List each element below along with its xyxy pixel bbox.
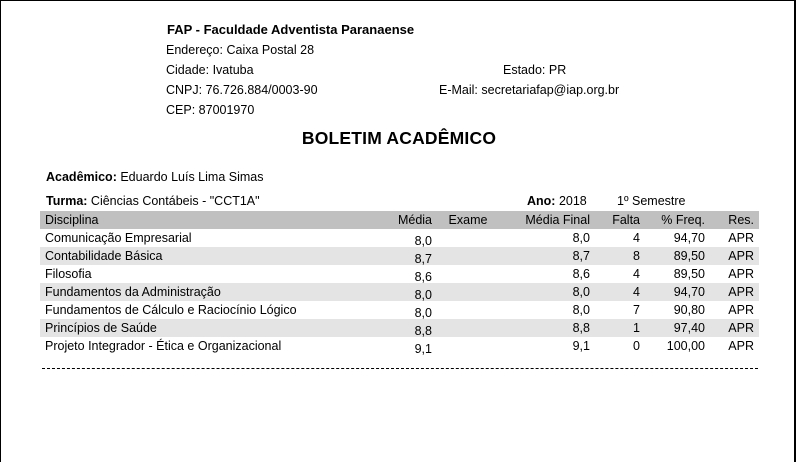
cell-res: APR: [710, 247, 759, 265]
cell-freq: 94,70: [645, 283, 710, 301]
city-value: Ivatuba: [212, 63, 254, 77]
cell-res: APR: [728, 303, 754, 317]
cell-disciplina: Princípios de Saúde: [40, 319, 385, 337]
cell-exame: [437, 283, 499, 301]
cell-freq: 97,40: [645, 319, 710, 337]
address-label: Endereço:: [166, 43, 223, 57]
col-header-freq: % Freq.: [645, 211, 710, 229]
table-row: [40, 229, 759, 247]
cell-falta: 4: [633, 231, 640, 245]
cell-falta: 7: [633, 303, 640, 317]
cell-disciplina: Contabilidade Básica: [40, 247, 385, 265]
grades-table: [40, 211, 759, 355]
cnpj-line: [166, 83, 318, 97]
col-header-media: Média: [385, 211, 437, 229]
student-line: [46, 170, 263, 184]
cell-exame: [437, 265, 499, 283]
cell-freq: 89,50: [645, 247, 710, 265]
cell-media: [385, 229, 437, 247]
cell-exame: [437, 229, 499, 247]
cep-line: [166, 103, 254, 117]
class-line: [46, 194, 260, 208]
cell-media: [385, 301, 437, 319]
cell-exame: [437, 247, 499, 265]
table-header-row: [40, 211, 759, 229]
cell-media: [385, 337, 437, 355]
col-header-exame: Exame: [437, 211, 499, 229]
class-value: Ciências Contábeis - "CCT1A": [90, 194, 260, 208]
address-value: Caixa Postal 28: [226, 43, 315, 57]
media-value: 9,1: [414, 342, 432, 356]
student-label: Acadêmico:: [46, 170, 117, 184]
state-line: [503, 63, 566, 77]
cell-media: [385, 319, 437, 337]
media-value: 8,7: [414, 252, 432, 266]
city-label: Cidade:: [166, 63, 210, 77]
cell-media: [385, 283, 437, 301]
col-header-res: Res.: [710, 211, 759, 229]
cell-freq: 90,80: [673, 303, 705, 317]
email-line: [439, 83, 619, 97]
address-line: [166, 43, 314, 57]
cell-media: [385, 265, 437, 283]
table-row: [40, 301, 759, 319]
year-line: [527, 194, 587, 208]
media-value: 8,6: [414, 270, 432, 284]
cell-res: APR: [710, 283, 759, 301]
col-header-falta: Falta: [595, 211, 645, 229]
semester-value: 1º Semestre: [617, 194, 686, 208]
cell-disciplina: Fundamentos de Cálculo e Raciocínio Lógico: [45, 303, 297, 317]
cell-res: APR: [710, 319, 759, 337]
cell-falta: 4: [633, 267, 640, 281]
cell-disciplina: Projeto Integrador - Ética e Organizacional: [45, 339, 282, 353]
col-header-disciplina: Disciplina: [40, 211, 385, 229]
cell-falta: 4: [595, 283, 645, 301]
cell-freq: 94,70: [673, 231, 705, 245]
cell-freq: 100,00: [666, 339, 705, 353]
year-label: Ano:: [527, 194, 556, 208]
dashed-divider: [42, 368, 758, 369]
cnpj-label: CNPJ:: [166, 83, 203, 97]
cell-media-final: 9,1: [572, 339, 590, 353]
institution-name: FAP - Faculdade Adventista Paranaense: [167, 22, 415, 37]
media-value: 8,0: [414, 288, 432, 302]
cell-disciplina: Fundamentos da Administração: [40, 283, 385, 301]
cell-falta: 0: [633, 339, 640, 353]
table-row: [40, 265, 759, 283]
cell-media-final: 8,0: [572, 231, 590, 245]
student-name: Eduardo Luís Lima Simas: [120, 170, 264, 184]
cep-label: CEP:: [166, 103, 196, 117]
cell-media-final: 8,0: [572, 303, 590, 317]
cell-freq: 89,50: [673, 267, 705, 281]
cnpj-value: 76.726.884/0003-90: [205, 83, 318, 97]
cell-media-final: 8,0: [499, 283, 595, 301]
cell-exame: [437, 301, 499, 319]
cell-exame: [437, 337, 499, 355]
table-row: [40, 337, 759, 355]
cell-falta: 1: [595, 319, 645, 337]
cell-disciplina: Filosofia: [45, 267, 92, 281]
cell-falta: 8: [595, 247, 645, 265]
page-title: BOLETIM ACADÊMICO: [301, 128, 497, 148]
state-label: Estado:: [503, 63, 546, 77]
cell-media-final: 8,8: [499, 319, 595, 337]
cell-media: [385, 247, 437, 265]
cep-value: 87001970: [198, 103, 255, 117]
table-row: [40, 319, 759, 337]
email-label: E-Mail:: [439, 83, 478, 97]
cell-disciplina: Comunicação Empresarial: [45, 231, 192, 245]
cell-media-final: 8,6: [572, 267, 590, 281]
state-value: PR: [548, 63, 567, 77]
email-value: secretariafap@iap.org.br: [481, 83, 620, 97]
city-line: [166, 63, 254, 77]
media-value: 8,8: [414, 324, 432, 338]
col-header-media-final: Média Final: [499, 211, 595, 229]
media-value: 8,0: [414, 306, 432, 320]
media-value: 8,0: [414, 234, 432, 248]
table-row: [40, 247, 759, 265]
class-label: Turma:: [46, 194, 88, 208]
cell-media-final: 8,7: [499, 247, 595, 265]
year-value: 2018: [558, 194, 587, 208]
cell-res: APR: [728, 231, 754, 245]
table-row: [40, 283, 759, 301]
cell-exame: [437, 319, 499, 337]
cell-res: APR: [728, 267, 754, 281]
cell-res: APR: [728, 339, 754, 353]
